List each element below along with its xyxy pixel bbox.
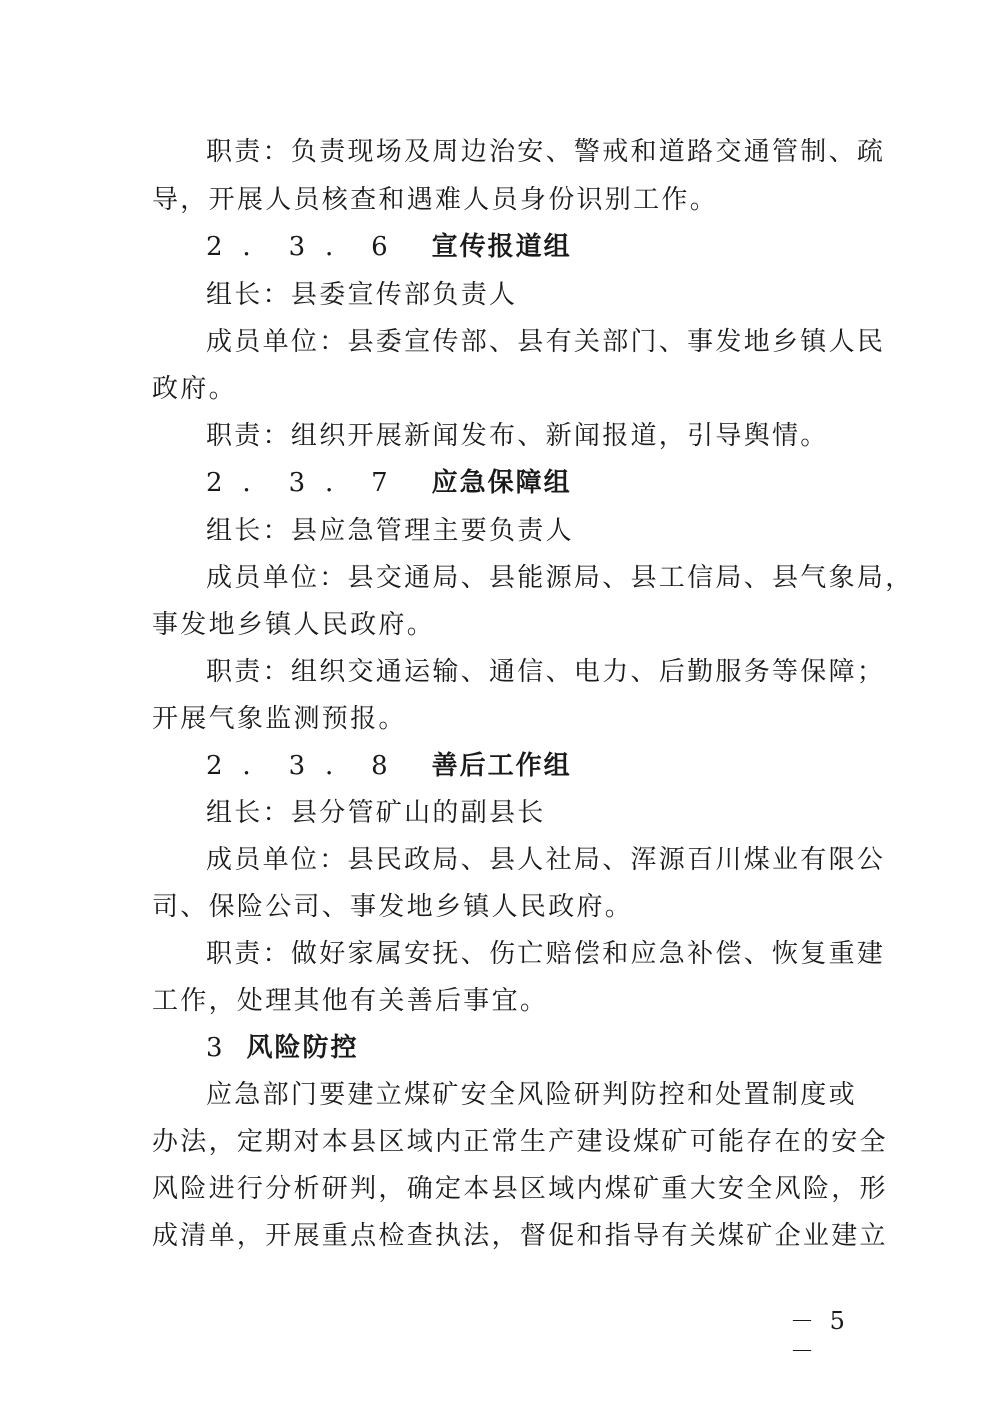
section-heading xyxy=(206,751,906,781)
paragraph-line: 职责：组织开展新闻发布、新闻报道，引导舆情。 xyxy=(206,421,829,451)
paragraph-line: 组长：县分管矿山的副县长 xyxy=(206,798,546,828)
paragraph-line: 应急部门要建立煤矿安全风险研判防控和处置制度或 xyxy=(206,1080,857,1110)
paragraph-line: 办法，定期对本县区域内正常生产建设煤矿可能存在的安全 xyxy=(152,1127,888,1157)
paragraph-line: 成员单位：县民政局、县人社局、浑源百川煤业有限公 xyxy=(206,845,886,875)
section-title: 宣传报道组 xyxy=(431,232,572,262)
section-number: 2 ． 3 ． 8 xyxy=(206,751,388,781)
paragraph-line: 工作，处理其他有关善后事宜。 xyxy=(152,986,549,1016)
section-number: 2 ． 3 ． 7 xyxy=(206,468,388,498)
paragraph-line: 风险进行分析研判，确定本县区域内煤矿重大安全风险，形 xyxy=(152,1174,888,1204)
section-heading xyxy=(206,232,906,262)
section-title: 风险防控 xyxy=(246,1033,359,1063)
paragraph-line: 司、保险公司、事发地乡镇人民政府。 xyxy=(152,892,634,922)
paragraph-line: 事发地乡镇人民政府。 xyxy=(152,610,436,640)
section-title: 应急保障组 xyxy=(431,468,572,498)
paragraph-line: 开展气象监测预报。 xyxy=(152,704,407,734)
section-number: 3 xyxy=(206,1033,223,1063)
section-title: 善后工作组 xyxy=(431,751,572,781)
paragraph-line: 成员单位：县交通局、县能源局、县工信局、县气象局， xyxy=(206,563,914,593)
paragraph-line: 职责：做好家属安抚、伤亡赔偿和应急补偿、恢复重建 xyxy=(206,939,886,969)
paragraph-line: 职责：负责现场及周边治安、警戒和道路交通管制、疏 xyxy=(206,137,886,167)
section-number: 2 ． 3 ． 6 xyxy=(206,232,388,262)
section-heading xyxy=(206,1033,906,1063)
section-heading xyxy=(206,468,906,498)
paragraph-line: 组长：县委宣传部负责人 xyxy=(206,280,518,310)
page-number: － 5 － xyxy=(790,1307,849,1365)
paragraph-line: 组长：县应急管理主要负责人 xyxy=(206,516,574,546)
paragraph-line: 政府。 xyxy=(152,374,237,404)
paragraph-line: 导，开展人员核查和遇难人员身份识别工作。 xyxy=(152,185,719,215)
paragraph-line: 职责：组织交通运输、通信、电力、后勤服务等保障； xyxy=(206,657,886,687)
paragraph-line: 成员单位：县委宣传部、县有关部门、事发地乡镇人民 xyxy=(206,327,886,357)
paragraph-line: 成清单，开展重点检查执法，督促和指导有关煤矿企业建立 xyxy=(152,1221,888,1251)
